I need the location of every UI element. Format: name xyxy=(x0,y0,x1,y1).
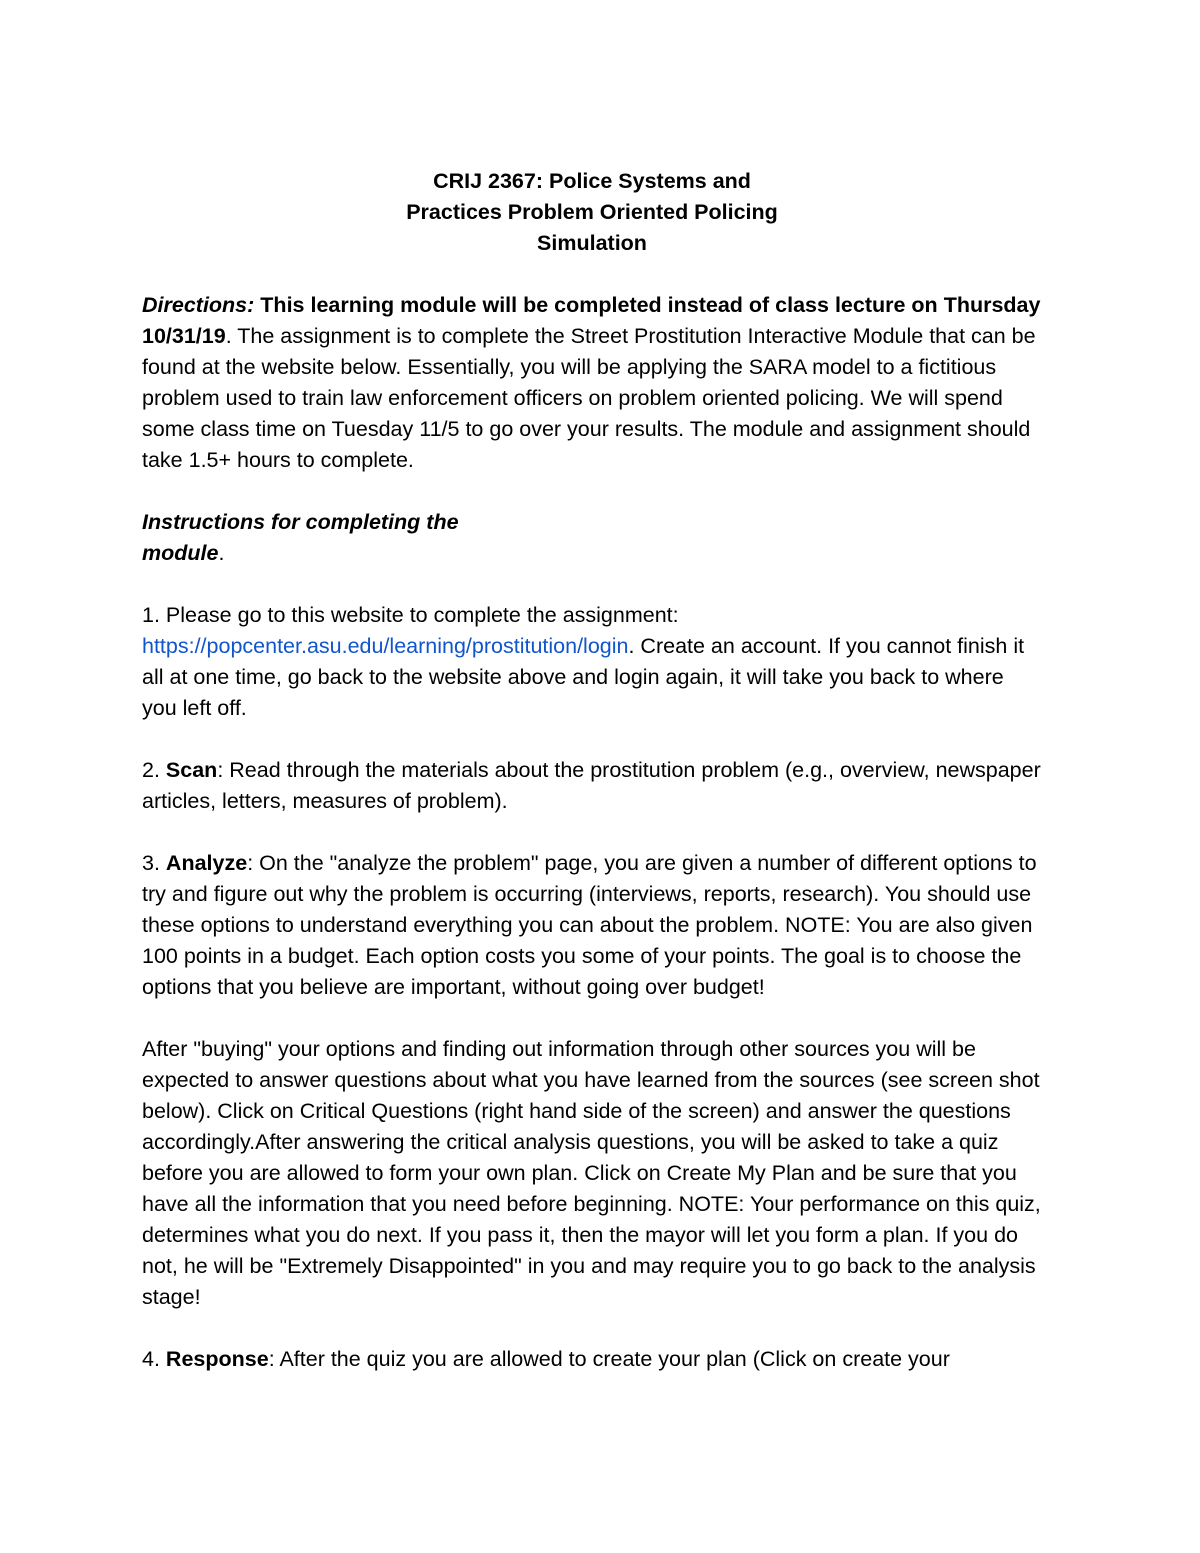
step-1-paragraph xyxy=(142,600,1042,724)
step-2-label: Scan xyxy=(165,758,218,782)
title-line-1: CRIJ 2367: Police Systems and xyxy=(433,169,751,193)
step-3-paragraph xyxy=(142,848,1042,1003)
step-4-number: 4. xyxy=(142,1347,160,1371)
directions-bold-text: This learning module will be completed instead of class lecture on xyxy=(260,293,938,317)
directions-paragraph xyxy=(142,290,1042,476)
document-page xyxy=(142,166,1042,1375)
directions-date: Thursday 10/31/19 xyxy=(142,293,1041,348)
step-2-number: 2. xyxy=(142,758,160,782)
step-2-paragraph xyxy=(142,755,1042,817)
step-3-number: 3. xyxy=(142,851,160,875)
step-4-label: Response xyxy=(165,1347,269,1371)
title-line-2: Practices Problem Oriented Policing xyxy=(406,200,778,224)
step-1-prefix: 1. Please go to this website to complete the assignment: xyxy=(142,603,679,627)
step-3-text: : On the "analyze the problem" page, you are given a number of different options to try and figure out why the problem is occurring (interviews, reports, research). You should use these options to understand everything you can about the problem. NOTE: You are also given 100 points in a budget. Each option costs you some of your points. The goal is to choose the options that you believe are important, without going over budget! xyxy=(142,851,1037,999)
instructions-heading-line-1: Instructions for completing the xyxy=(142,510,459,534)
instructions-heading xyxy=(142,507,1042,569)
directions-label: Directions: xyxy=(142,293,255,317)
directions-text: . The assignment is to complete the Street Prostitution Interactive Module that can be found at the website below. Essentially, you will be applying the SARA model to a fictitious problem used to train law enforcement officers on problem oriented policing. We will spend some class time on Tuesday 11/5 to go over your results. The module and assignment should take 1.5+ hours to complete. xyxy=(142,324,1036,472)
title-line-3: Simulation xyxy=(537,231,647,255)
popcenter-login-link[interactable]: https://popcenter.asu.edu/learning/prostitution/login xyxy=(142,634,629,658)
instructions-heading-line-2: module xyxy=(142,541,219,565)
step-4-paragraph xyxy=(142,1344,1042,1375)
after-buying-paragraph: After "buying" your options and finding out information through other sources you will be expected to answer questions about what you have learned from the sources (see screen shot below). Click on Critical Questions (right hand side of the screen) and answer the questions accordingly.After answering the critical analysis questions, you will be asked to take a quiz before you are allowed to form your own plan. Click on Create My Plan and be sure that you have all the information that you need before beginning. NOTE: Your performance on this quiz, determines what you do next. If you pass it, then the mayor will let you form a plan. If you do not, he will be "Extremely Disappointed" in you and may require you to go back to the analysis stage! xyxy=(142,1037,1041,1309)
step-1-text: . Create an account. If you cannot finish it all at one time, go back to the website above and login again, it will take you back to where you left off. xyxy=(142,634,1025,720)
step-2-text: : Read through the materials about the prostitution problem (e.g., overview, newspaper articles, letters, measures of problem). xyxy=(142,758,1041,813)
document-title xyxy=(142,166,1042,259)
step-4-text: : After the quiz you are allowed to create your plan (Click on create your xyxy=(268,1347,950,1371)
step-3-label: Analyze xyxy=(165,851,248,875)
instructions-heading-suffix: . xyxy=(218,541,225,565)
